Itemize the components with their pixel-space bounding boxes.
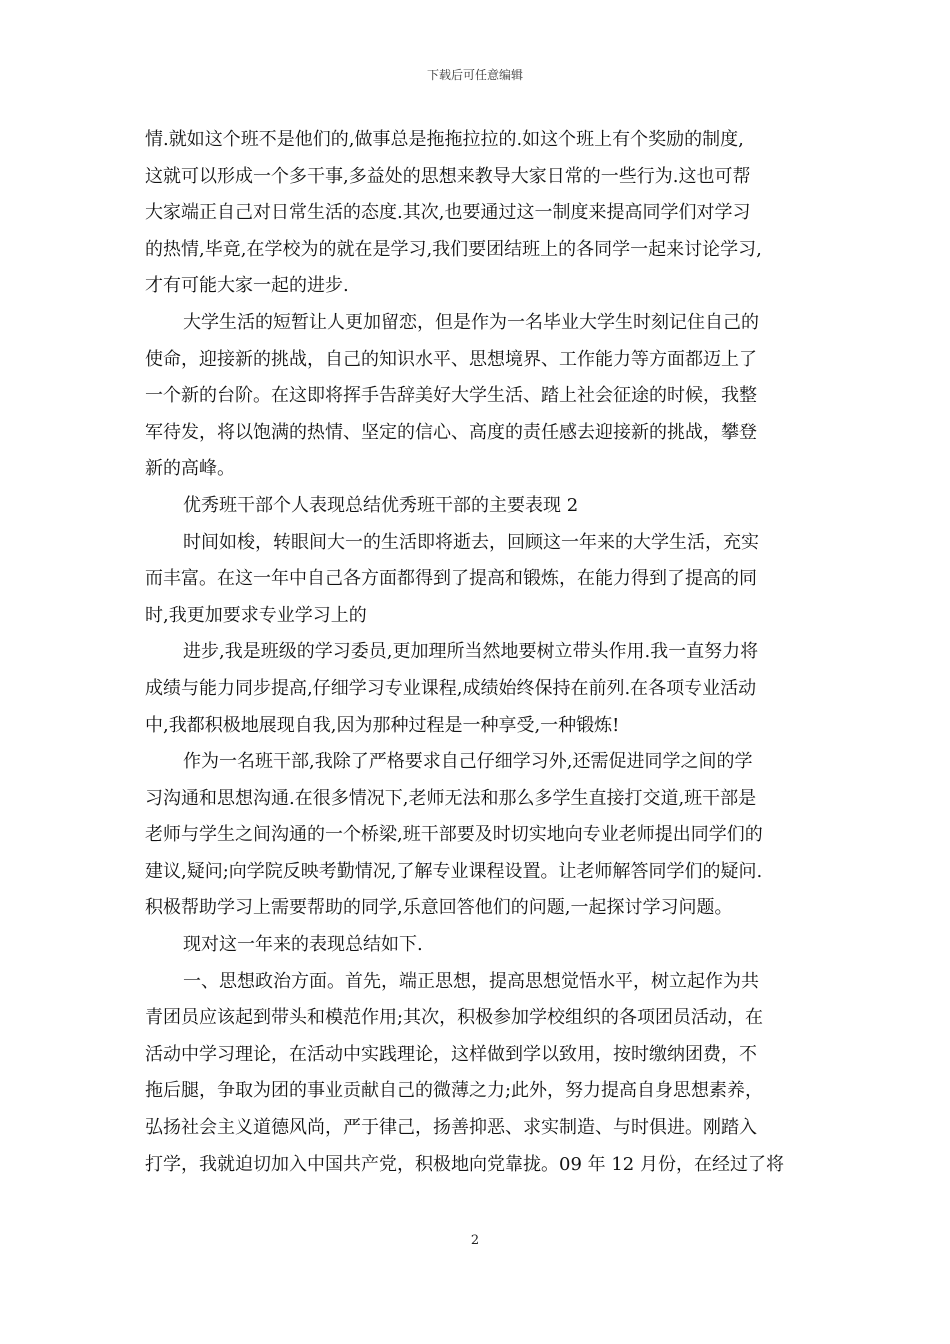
text-line: 一、思想政治方面。首先，端正思想，提高思想觉悟水平，树立起作为共 xyxy=(183,970,759,992)
text-line: 优秀班干部个人表现总结优秀班干部的主要表现 2 xyxy=(183,494,579,516)
text-line: 新的高峰。 xyxy=(145,458,235,480)
text-line: 这就可以形成一个多干事,多益处的思想来教导大家日常的一些行为.这也可帮 xyxy=(145,165,751,187)
text-line: 成绩与能力同步提高,仔细学习专业课程,成绩始终保持在前列.在各项专业活动 xyxy=(145,677,757,699)
text-line: 一个新的台阶。在这即将挥手告辞美好大学生活、踏上社会征途的时候，我整 xyxy=(145,385,757,407)
text-line: 积极帮助学习上需要帮助的同学,乐意回答他们的问题,一起探讨学习问题。 xyxy=(145,897,733,919)
text-line: 才有可能大家一起的进步. xyxy=(145,275,349,297)
text-line: 建议,疑问;向学院反映考勤情况,了解专业课程设置。让老师解答同学们的疑问. xyxy=(145,860,763,882)
text-line: 现对这一年来的表现总结如下. xyxy=(183,934,423,956)
page-number: 2 xyxy=(470,1233,480,1248)
text-line: 使命，迎接新的挑战，自己的知识水平、思想境界、工作能力等方面都迈上了 xyxy=(145,348,757,370)
text-line: 的热情,毕竟,在学校为的就在是学习,我们要团结班上的各同学一起来讨论学习, xyxy=(145,238,762,260)
text-line: 军待发，将以饱满的热情、坚定的信心、高度的责任感去迎接新的挑战，攀登 xyxy=(145,421,757,443)
text-line: 拖后腿，争取为团的事业贡献自己的微薄之力;此外，努力提高自身思想素养， xyxy=(145,1080,764,1102)
text-line: 老师与学生之间沟通的一个桥梁,班干部要及时切实地向专业老师提出同学们的 xyxy=(145,824,763,846)
text-line: 大学生活的短暂让人更加留恋，但是作为一名毕业大学生时刻记住自己的 xyxy=(183,311,759,333)
text-line: 情.就如这个班不是他们的,做事总是拖拖拉拉的.如这个班上有个奖励的制度, xyxy=(145,129,744,150)
text-line: 习沟通和思想沟通.在很多情况下,老师无法和那么多学生直接打交道,班干部是 xyxy=(145,787,757,809)
page-header: 下载后可任意编辑 xyxy=(426,68,523,82)
text-line: 而丰富。在这一年中自己各方面都得到了提高和锻炼，在能力得到了提高的同 xyxy=(145,568,757,590)
document-body xyxy=(145,122,810,1183)
text-line: 活动中学习理论，在活动中实践理论，这样做到学以致用，按时缴纳团费，不 xyxy=(145,1043,757,1065)
text-line: 青团员应该起到带头和模范作用;其次，积极参加学校组织的各项团员活动，在 xyxy=(145,1007,764,1029)
text-line: 时间如梭，转眼间大一的生活即将逝去，回顾这一年来的大学生活，充实 xyxy=(183,531,759,553)
text-line: 作为一名班干部,我除了严格要求自己仔细学习外,还需促进同学之间的学 xyxy=(183,751,753,773)
text-line: 进步,我是班级的学习委员,更加理所当然地要树立带头作用.我一直努力将 xyxy=(183,641,759,663)
text-line: 弘扬社会主义道德风尚，严于律己，扬善抑恶、求实制造、与时俱进。刚踏入 xyxy=(145,1117,757,1139)
text-line: 中,我都积极地展现自我,因为那种过程是一种享受,一种锻炼! xyxy=(145,714,620,736)
text-line: 打学，我就迫切加入中国共产党，积极地向党靠拢。09 年 12 月份，在经过了将 xyxy=(145,1153,784,1175)
text-line: 时,我更加要求专业学习上的 xyxy=(145,604,367,626)
text-line: 大家端正自己对日常生活的态度.其次,也要通过这一制度来提高同学们对学习 xyxy=(145,202,751,224)
